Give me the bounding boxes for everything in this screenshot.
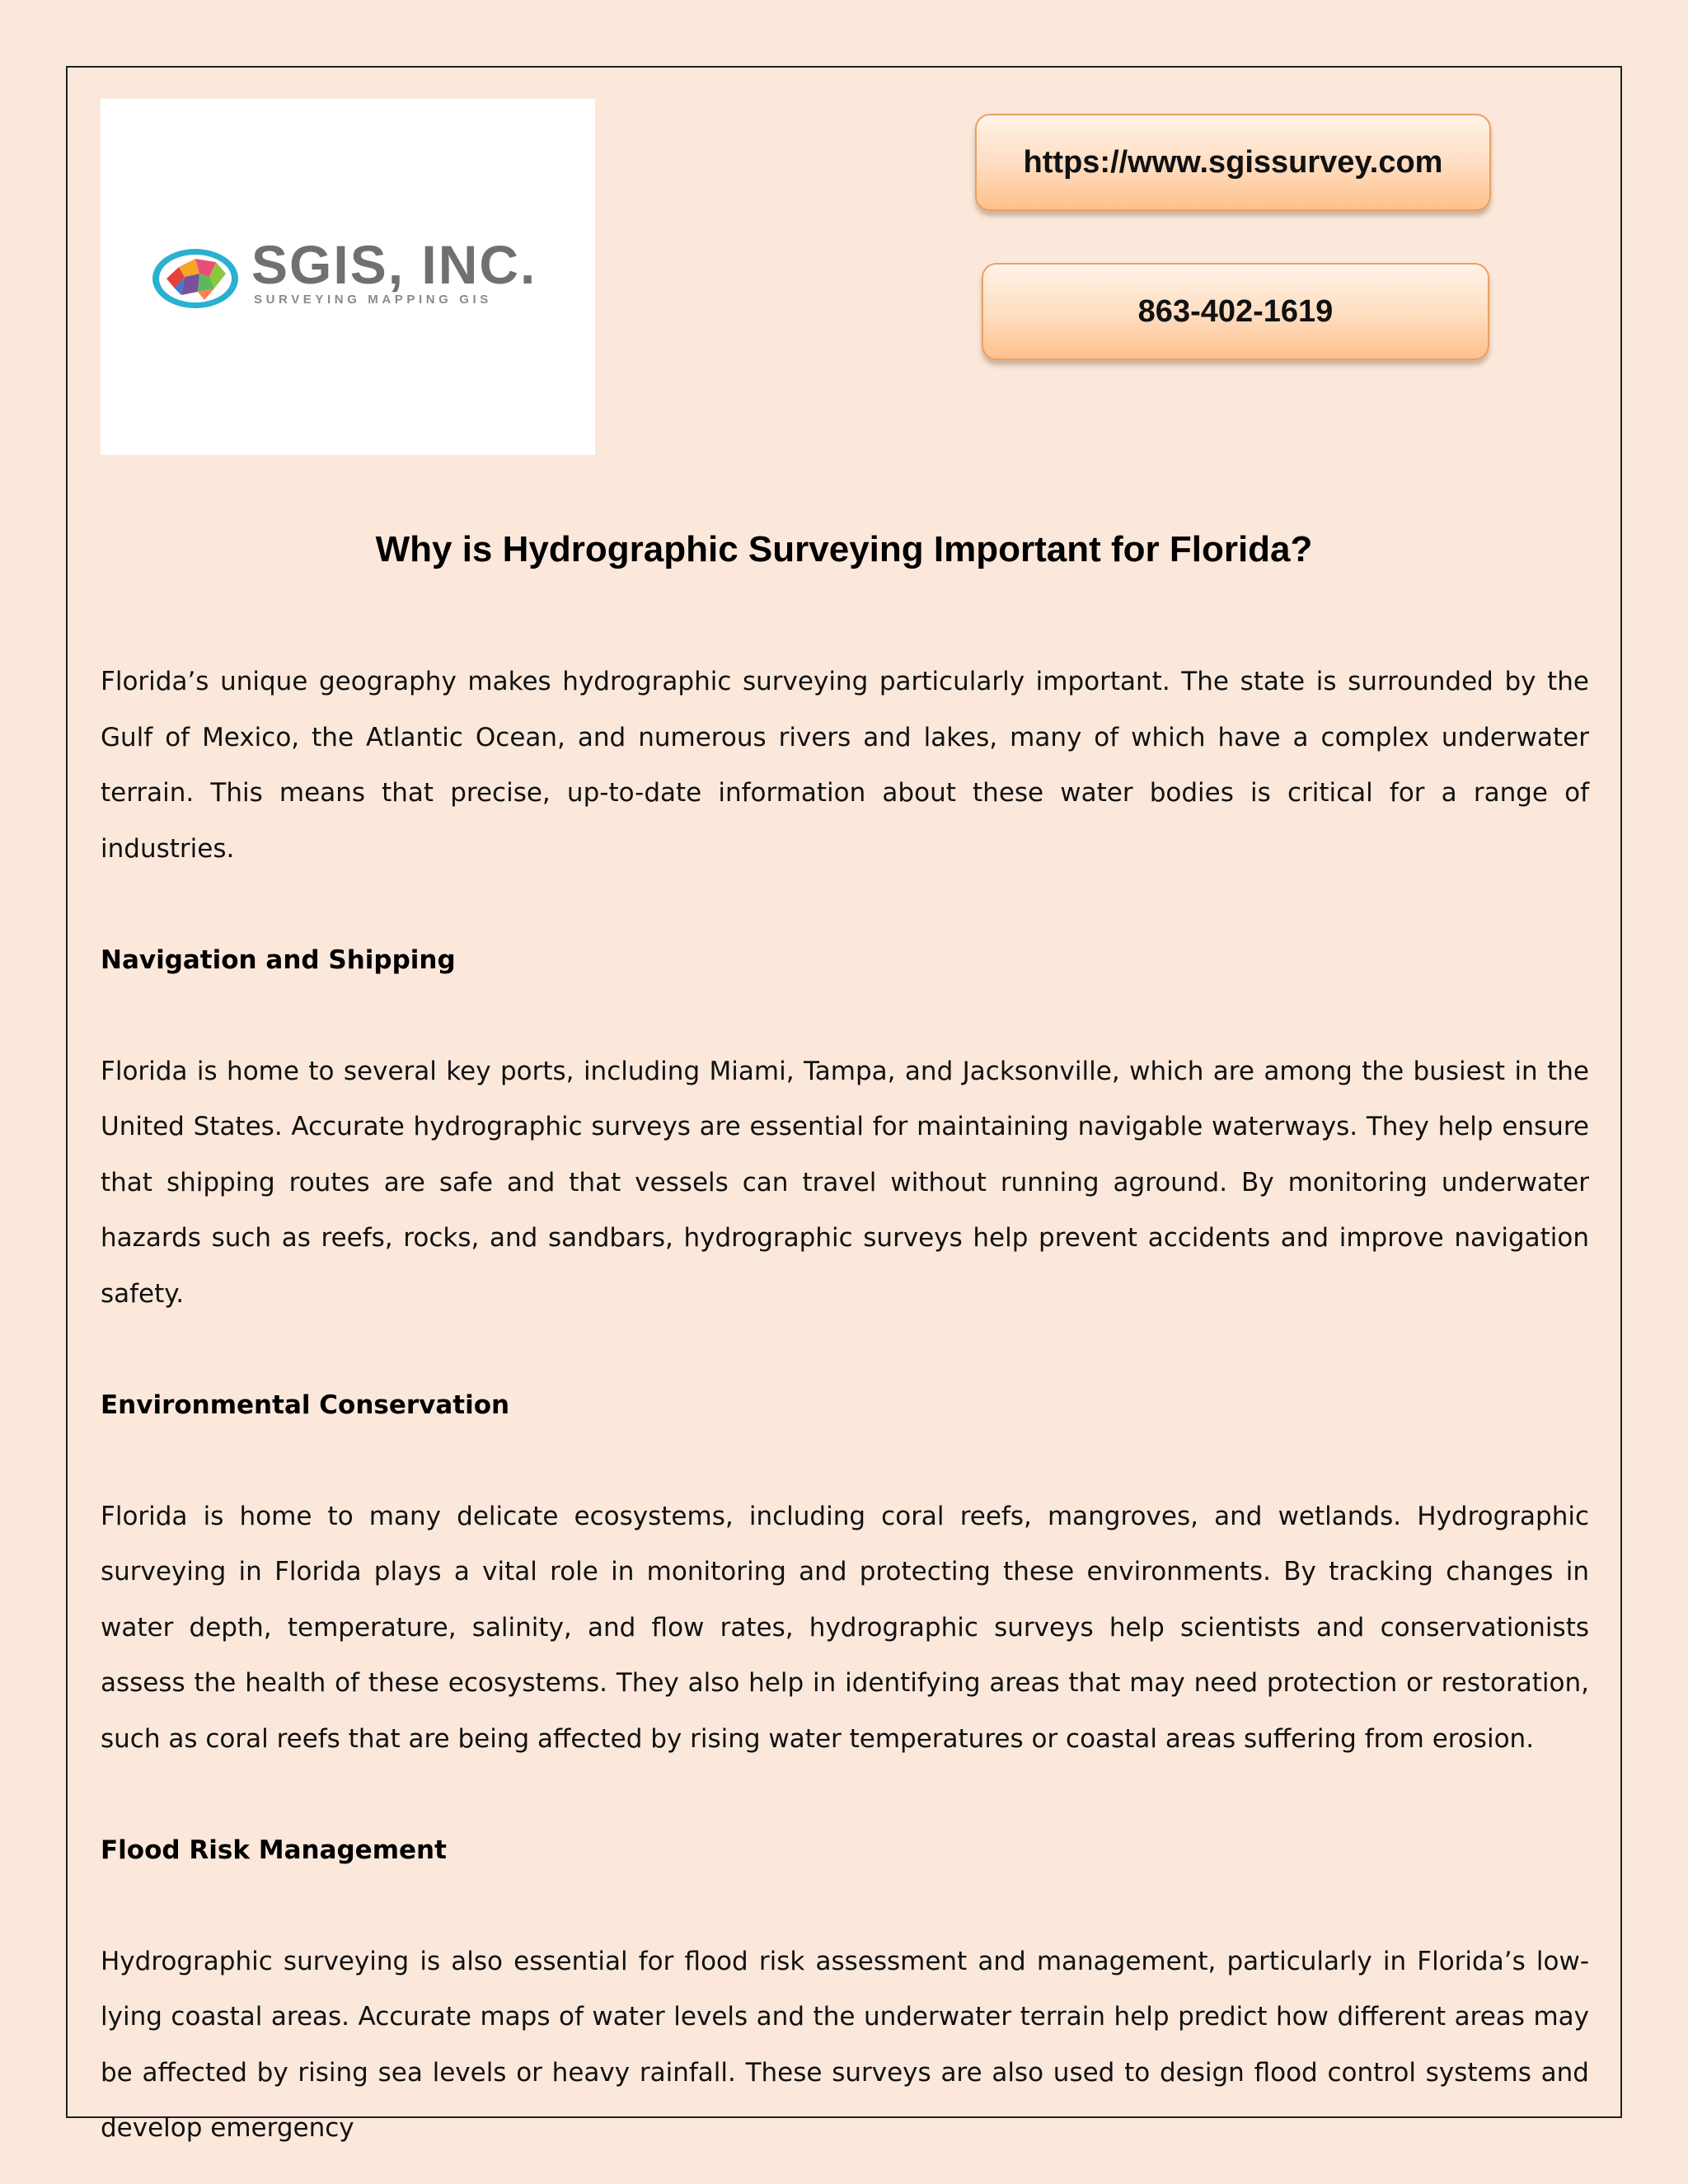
section-paragraph-navigation: Florida is home to several key ports, including Miami, Tampa, and Jacksonville, which are among the busiest in the United States. Accurate hydrographic surveys are essential for maintaining navigable waterways. They help ensure that shipping routes are safe and that vessels can travel without running aground. By monitoring underwater hazards such as reefs, rocks, and sandbars, hydrographic surveys help prevent accidents and improve navigation safety. <box>101 1056 1589 1309</box>
section-heading-navigation: Navigation and Shipping <box>101 944 456 975</box>
article-body <box>101 654 1589 2157</box>
article-title: Why is Hydrographic Surveying Important for Florida? <box>375 529 1313 569</box>
globe-logo-icon <box>150 246 241 312</box>
section-paragraph-environment: Florida is home to many delicate ecosystems, including coral reefs, mangroves, and wetlands. Hydrographic surveying in Florida plays a vital role in monitoring and protecting these environments. By tracking changes in water depth, temperature, salinity, and flow rates, hydrographic surveys help scientists and conservationists assess the health of these ecosystems. They also help in identifying areas that may need protection or restoration, such as coral reefs that are being affected by rising water temperatures or coastal areas suffering from erosion. <box>101 1501 1589 1754</box>
section-heading-flood-risk: Flood Risk Management <box>101 1835 447 1865</box>
section-heading-environment: Environmental Conservation <box>101 1390 510 1420</box>
logo-tagline: SURVEYING MAPPING GIS <box>254 293 492 307</box>
intro-paragraph: Florida’s unique geography makes hydrographic surveying particularly important. The state is surrounded by the Gulf of Mexico, the Atlantic Ocean, and numerous rivers and lakes, many of which have a complex underwater terrain. This means that precise, up-to-date information about these water bodies is critical for a range of industries. <box>101 667 1589 864</box>
company-logo <box>101 99 595 455</box>
section-paragraph-flood-risk: Hydrographic surveying is also essential for flood risk assessment and management, particularly in Florida’s low-lying coastal areas. Accurate maps of water levels and the underwater terrain help predict how different areas may be affected by rising sea levels or heavy rainfall. These surveys are also used to design flood control systems and develop emergency <box>101 1946 1589 2143</box>
website-link-button[interactable]: https://www.sgissurvey.com <box>975 114 1491 211</box>
logo-company-name: SGIS, INC. <box>251 234 537 295</box>
phone-number-button[interactable]: 863-402-1619 <box>982 263 1489 360</box>
page-frame <box>66 66 1622 2143</box>
